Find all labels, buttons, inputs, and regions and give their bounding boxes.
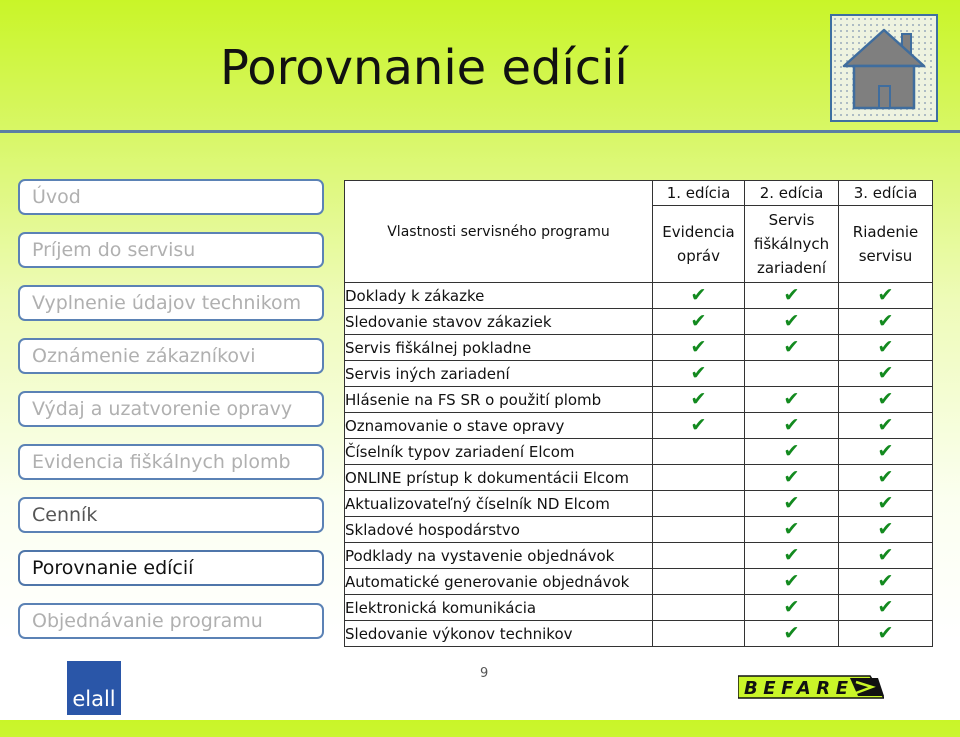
edition-3-cell [839,413,933,439]
edition-1-cell [653,387,745,413]
feature-cell: Podklady na vystavenie objednávok [345,543,653,569]
edition-3-cell [839,569,933,595]
check-icon: ✔ [690,388,707,410]
check-icon: ✔ [783,570,800,592]
edition-2-cell [745,491,839,517]
table-row [345,283,933,309]
check-icon: ✔ [877,336,894,358]
table-row [345,595,933,621]
edition-1-cell [653,439,745,465]
edition-1-cell [653,283,745,309]
edition-3-cell [839,517,933,543]
check-icon: ✔ [783,492,800,514]
check-icon: ✔ [783,336,800,358]
edition-2-cell [745,283,839,309]
edition-2-cell [745,621,839,647]
table-row [345,387,933,413]
feature-cell: Číselník typov zariadení Elcom [345,439,653,465]
edition-3-header: 3. edícia [839,181,933,206]
edition-3-cell [839,361,933,387]
check-icon: ✔ [690,310,707,332]
edition-2-cell [745,361,839,387]
edition-1-cell [653,465,745,491]
edition-3-cell [839,543,933,569]
feature-cell: Servis iných zariadení [345,361,653,387]
nav-item-porovnanie-edicii[interactable]: Porovnanie edícií [18,550,324,586]
edition-3-name: Riadenie servisu [839,206,933,283]
check-icon: ✔ [690,336,707,358]
feature-cell: Doklady k zákazke [345,283,653,309]
check-icon: ✔ [877,518,894,540]
nav-item-vydaj-a-uzatvorenie[interactable]: Výdaj a uzatvorenie opravy [18,391,324,427]
feature-cell: Servis fiškálnej pokladne [345,335,653,361]
check-icon: ✔ [783,544,800,566]
check-icon: ✔ [690,414,707,436]
elall-logo: elall [67,661,121,715]
edition-3-cell [839,309,933,335]
check-icon: ✔ [690,284,707,306]
edition-1-cell [653,335,745,361]
check-icon: ✔ [877,284,894,306]
edition-2-cell [745,569,839,595]
edition-2-cell [745,309,839,335]
table-row [345,543,933,569]
nav-item-evidencia-plomb[interactable]: Evidencia fiškálnych plomb [18,444,324,480]
edition-3-cell [839,335,933,361]
check-icon: ✔ [877,388,894,410]
edition-1-cell [653,361,745,387]
check-icon: ✔ [877,622,894,644]
check-icon: ✔ [783,466,800,488]
edition-1-cell [653,491,745,517]
nav-item-uvod[interactable]: Úvod [18,179,324,215]
feature-column-header: Vlastnosti servisného programu [345,181,653,283]
edition-1-cell [653,309,745,335]
nav-item-cennik[interactable]: Cenník [18,497,324,533]
check-icon: ✔ [877,544,894,566]
table-row [345,491,933,517]
edition-3-cell [839,283,933,309]
check-icon: ✔ [877,440,894,462]
nav-item-prijem-do-servisu[interactable]: Príjem do servisu [18,232,324,268]
table-row [345,439,933,465]
check-icon: ✔ [877,570,894,592]
feature-cell: Oznamovanie o stave opravy [345,413,653,439]
edition-2-name: Servis fiškálnych zariadení [745,206,839,283]
table-row [345,413,933,439]
edition-3-cell [839,465,933,491]
title-divider [0,130,960,133]
home-icon [840,26,928,114]
check-icon: ✔ [783,440,800,462]
check-icon: ✔ [877,596,894,618]
edition-2-cell [745,439,839,465]
table-row [345,335,933,361]
feature-cell: Sledovanie stavov zákaziek [345,309,653,335]
check-icon: ✔ [783,284,800,306]
check-icon: ✔ [877,310,894,332]
feature-cell: Automatické generovanie objednávok [345,569,653,595]
slide-title: Porovnanie edícií [220,40,628,96]
check-icon: ✔ [877,492,894,514]
check-icon: ✔ [783,596,800,618]
table-row [345,621,933,647]
edition-1-cell [653,569,745,595]
edition-2-cell [745,387,839,413]
comparison-table [344,180,933,647]
edition-1-cell [653,621,745,647]
edition-3-cell [839,621,933,647]
befare-logo-text: BEFARE [744,678,848,699]
check-icon: ✔ [783,388,800,410]
check-icon: ✔ [783,310,800,332]
edition-1-name: Evidencia opráv [653,206,745,283]
feature-cell: Aktualizovateľný číselník ND Elcom [345,491,653,517]
table-row [345,465,933,491]
nav-item-objednavanie-programu[interactable]: Objednávanie programu [18,603,324,639]
table-row [345,309,933,335]
check-icon: ✔ [877,466,894,488]
check-icon: ✔ [783,414,800,436]
check-icon: ✔ [783,518,800,540]
edition-3-cell [839,595,933,621]
table-row [345,361,933,387]
feature-cell: ONLINE prístup k dokumentácii Elcom [345,465,653,491]
edition-2-cell [745,413,839,439]
table-row [345,517,933,543]
edition-3-cell [839,387,933,413]
feature-cell: Skladové hospodárstvo [345,517,653,543]
slide-navigation [18,179,324,656]
edition-1-cell [653,517,745,543]
check-icon: ✔ [690,362,707,384]
nav-item-oznamenie-zakaznikovi[interactable]: Oznámenie zákazníkovi [18,338,324,374]
home-button[interactable] [830,14,938,122]
edition-1-cell [653,595,745,621]
feature-cell: Hlásenie na FS SR o použití plomb [345,387,653,413]
table-row [345,569,933,595]
edition-1-header: 1. edícia [653,181,745,206]
edition-2-cell [745,517,839,543]
befare-logo [738,675,884,699]
edition-1-cell [653,413,745,439]
check-icon: ✔ [783,622,800,644]
edition-2-cell [745,465,839,491]
feature-cell: Elektronická komunikácia [345,595,653,621]
edition-3-cell [839,439,933,465]
check-icon: ✔ [877,362,894,384]
edition-2-header: 2. edícia [745,181,839,206]
edition-2-cell [745,543,839,569]
nav-item-vyplnenie-udajov[interactable]: Vyplnenie údajov technikom [18,285,324,321]
check-icon: ✔ [877,414,894,436]
edition-2-cell [745,335,839,361]
edition-1-cell [653,543,745,569]
edition-2-cell [745,595,839,621]
page-number: 9 [480,666,489,681]
comparison-table-body [345,283,933,647]
feature-cell: Sledovanie výkonov technikov [345,621,653,647]
edition-3-cell [839,491,933,517]
